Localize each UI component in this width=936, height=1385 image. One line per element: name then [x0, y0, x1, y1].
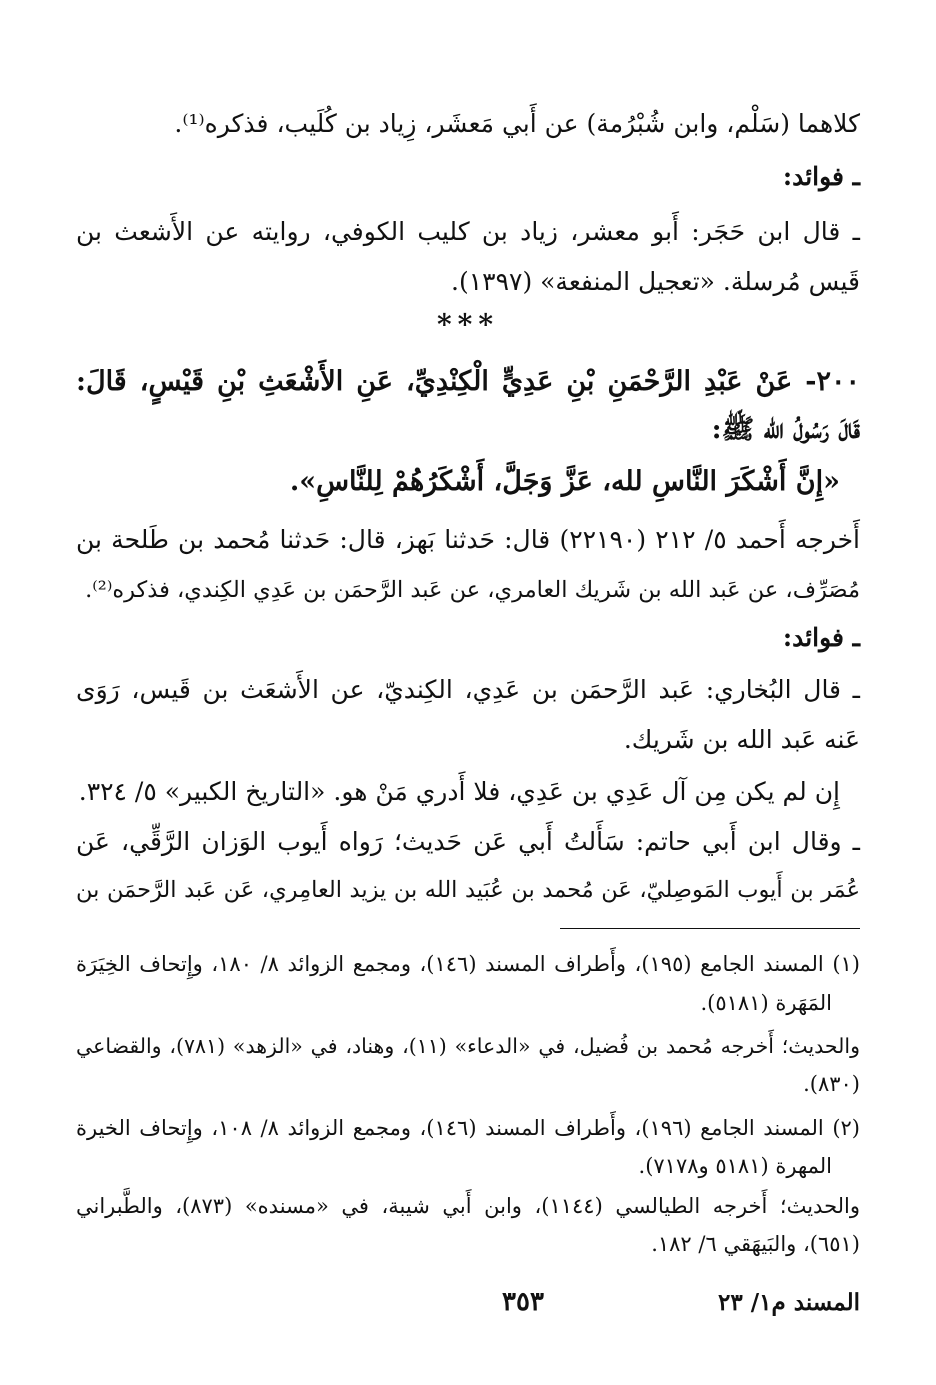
fawaid-heading-2: ـ فوائد: — [782, 623, 860, 652]
takhrij-line-2: مُصَرِّف، عن عَبد الله بن شَريك العامري، عن عَبد الرَّحمَن بن عَدِي الكِندي، فذكره⁽²⁾. — [85, 577, 860, 603]
hadith-isnad-line-2: قَالَ رَسُولُ الله ﷺ: — [711, 414, 860, 445]
footnote-2-line-2: المهرة (٥١٨١ و٧١٧٨). — [638, 1154, 832, 1178]
footnote-divider — [560, 928, 860, 929]
hadith-matn: «إِنَّ أَشْكَرَ النَّاسِ لله، عَزَّ وَجَلَّ، أَشْكَرُهُمْ لِلنَّاسِ». — [289, 466, 840, 497]
bukhari-note-line-2: عَنه عَبد الله بن شَريك. — [623, 725, 860, 754]
bukhari-note-line-1: ـ قال البُخاري: عَبد الرَّحمَن بن عَدِي، الكِنديّ، عن الأَشعَث بن قَيس، رَوَى — [76, 675, 860, 704]
hadith-isnad-line-1: ٢٠٠- عَنْ عَبْدِ الرَّحْمَنِ بْنِ عَدِيٍّ الْكِنْدِيِّ، عَنِ الأَشْعَثِ بْنِ قَيْسٍ، قَالَ: — [76, 366, 860, 397]
footnote-2-line-1: (٢) المسند الجامع (١٩٦)، وأَطراف المسند (١٤٦)، ومجمع الزوائد ٨/ ١٠٨، وإِتحاف الخيرة — [76, 1116, 860, 1140]
footnote-1-line-2: المَهَرة (٥١٨١). — [700, 991, 832, 1015]
footnote-1-line-3: والحديث؛ أَخرجه مُحمد بن فُضيل، في «الدعاء» (١١)، وهناد، في «الزهد» (٧٨١)، والقضاعي — [76, 1034, 860, 1058]
page-number: ٣٥٣ — [502, 1287, 544, 1317]
section-separator-stars: *** — [437, 308, 499, 341]
running-head: المسند م١/ ٢٣ — [718, 1289, 860, 1316]
ibn-hajar-note-line-2: قَيس مُرسلة. «تعجيل المنفعة» (١٣٩٧). — [451, 267, 860, 296]
footnote-2-line-3: والحديث؛ أَخرجه الطيالسي (١١٤٤)، وابن أَبي شيبة، في «مسنده» (٨٧٣)، والطَّبراني — [76, 1194, 860, 1218]
bukhari-note-line-3: إِن لم يكن مِن آل عَدِي بن عَدِي، فلا أَدري مَنْ هو. «التاريخ الكبير» ٥/ ٣٢٤. — [78, 777, 840, 806]
footnote-2-line-4: (٦٥١)، والبَيهَقي ٦/ ١٨٢. — [651, 1232, 860, 1256]
footnote-1-line-4: (٨٣٠). — [803, 1072, 860, 1096]
takhrij-line-1: أَخرجه أَحمد ٥/ ٢١٢ (٢٢١٩٠) قال: حَدثنا بَهز، قال: حَدثنا مُحمد بن طَلحة بن — [76, 525, 861, 554]
ibn-abi-hatim-line-1: ـ وقال ابن أَبي حاتم: سَأَلتُ أَبي عَن حَديث؛ رَواه أَيوب الوَزان الرَّقِّي، عَن — [76, 827, 860, 856]
ibn-abi-hatim-line-2: عُمَر بن أَيوب المَوصِليّ، عَن مُحمد بن عُبَيد الله بن يزيد العامِري، عَن عَبد الرَّحمَن بن — [76, 877, 860, 903]
body-line-intro: كلاهما (سَلْم، وابن شُبْرُمة) عن أَبي مَعشَر، زِياد بن كُلَيب، فذكره⁽¹⁾. — [174, 109, 860, 138]
footnote-1-line-1: (١) المسند الجامع (١٩٥)، وأَطراف المسند (١٤٦)، ومجمع الزوائد ٨/ ١٨٠، وإِتحاف الخِيَرَة — [76, 952, 860, 976]
fawaid-heading: ـ فوائد: — [782, 162, 860, 191]
ibn-hajar-note-line-1: ـ قال ابن حَجَر: أَبو معشر، زياد بن كليب الكوفي، روايته عن الأَشعث بن — [76, 217, 860, 246]
